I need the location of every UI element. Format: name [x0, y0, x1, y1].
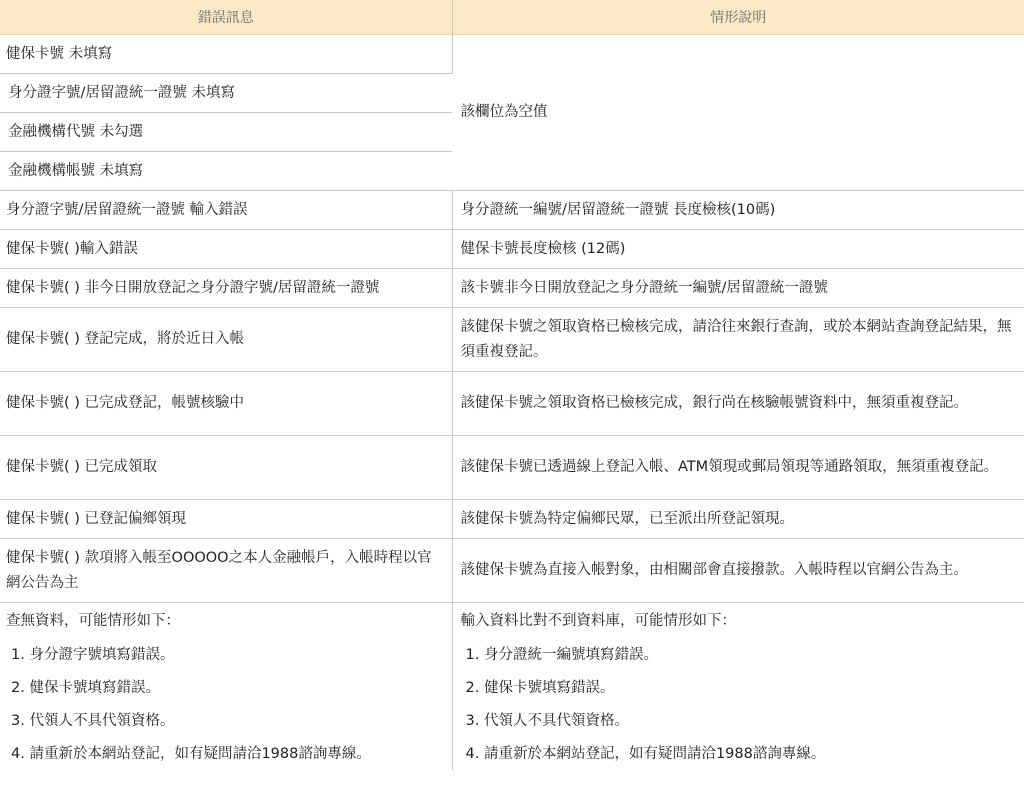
list-item: 4. 請重新於本網站登記，如有疑問請洽1988諮詢專線。 [465, 746, 826, 762]
description-cell: 健保卡號長度檢核 (12碼) [452, 230, 1024, 269]
list-item: 3. 代領人不具代領資格。 [465, 713, 629, 729]
description-cell: 該健保卡號之領取資格已檢核完成，請洽往來銀行查詢，或於本網站查詢登記結果，無須重複登記。 [452, 308, 1024, 372]
description-cell: 該健保卡號之領取資格已檢核完成，銀行尚在核驗帳號資料中，無須重複登記。 [452, 372, 1024, 436]
description-cell: 該健保卡號已透過線上登記入帳、ATM領現或郵局領現等通路領取，無須重複登記。 [452, 436, 1024, 500]
error-message-cell: 健保卡號( )輸入錯誤 [0, 230, 452, 269]
table-row [0, 436, 1024, 500]
table-row [0, 35, 1024, 74]
table-row-no-data [0, 603, 1024, 771]
description-cell: 該健保卡號為特定偏鄉民眾，已至派出所登記領現。 [452, 500, 1024, 539]
table-header-row [0, 0, 1024, 35]
header-error-message: 錯誤訊息 [0, 0, 452, 35]
error-message-cell: 金融機構帳號 未填寫 [0, 152, 452, 191]
no-data-intro: 查無資料，可能情形如下： [6, 613, 180, 629]
list-item: 2. 健保卡號填寫錯誤。 [465, 680, 615, 696]
table-row [0, 539, 1024, 603]
error-message-cell: 健保卡號( ) 已登記偏鄉領現 [0, 500, 452, 539]
description-cell: 身分證統一編號/居留證統一證號 長度檢核(10碼) [452, 191, 1024, 230]
header-description: 情形說明 [452, 0, 1024, 35]
description-cell: 該欄位為空值 [452, 35, 1024, 191]
description-cell: 該卡號非今日開放登記之身分證統一編號/居留證統一證號 [452, 269, 1024, 308]
error-message-cell: 健保卡號 未填寫 [0, 35, 452, 74]
table-row [0, 500, 1024, 539]
table-row [0, 308, 1024, 372]
list-item: 1. 身分證統一編號填寫錯誤。 [465, 647, 658, 663]
list-item: 2. 健保卡號填寫錯誤。 [11, 680, 160, 696]
error-message-cell: 健保卡號( ) 已完成登記，帳號核驗中 [0, 372, 452, 436]
table-row [0, 191, 1024, 230]
list-item: 3. 代領人不具代領資格。 [11, 713, 175, 729]
list-item: 1. 身分證字號填寫錯誤。 [11, 647, 175, 663]
error-message-cell: 健保卡號( ) 款項將入帳至OOOOO之本人金融帳戶，入帳時程以官網公告為主 [0, 539, 452, 603]
error-message-cell: 健保卡號( ) 非今日開放登記之身分證字號/居留證統一證號 [0, 269, 452, 308]
description-cell [452, 603, 1024, 771]
no-match-list [461, 643, 1019, 766]
table-row [0, 230, 1024, 269]
list-item: 4. 請重新於本網站登記，如有疑問請洽1988諮詢專線。 [11, 746, 371, 762]
no-match-intro: 輸入資料比對不到資料庫，可能情形如下： [460, 613, 736, 629]
description-cell: 該健保卡號為直接入帳對象，由相關部會直接撥款。入帳時程以官網公告為主。 [452, 539, 1024, 603]
no-data-list [6, 643, 446, 766]
error-message-cell [0, 603, 452, 771]
error-message-cell: 身分證字號/居留證統一證號 輸入錯誤 [0, 191, 452, 230]
error-message-cell: 健保卡號( ) 已完成領取 [0, 436, 452, 500]
error-message-cell: 金融機構代號 未勾選 [0, 113, 452, 152]
table-row [0, 269, 1024, 308]
error-message-cell: 身分證字號/居留證統一證號 未填寫 [0, 74, 452, 113]
error-message-cell: 健保卡號( ) 登記完成，將於近日入帳 [0, 308, 452, 372]
table-row [0, 372, 1024, 436]
